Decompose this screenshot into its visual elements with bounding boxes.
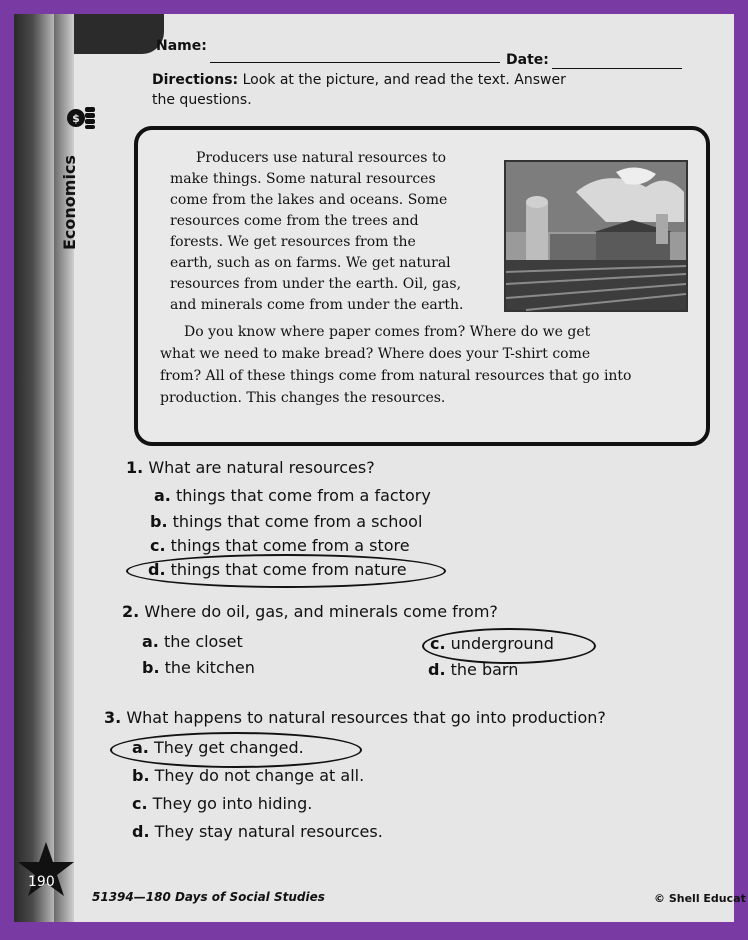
answer-option[interactable]: b. the kitchen xyxy=(142,658,255,677)
passage-line: Producers use natural resources to xyxy=(196,150,446,166)
answer-option[interactable]: c. underground xyxy=(430,634,554,653)
header-tab xyxy=(74,14,164,54)
answer-option[interactable]: c. things that come from a store xyxy=(150,536,410,555)
directions-line-2: the questions. xyxy=(152,92,252,108)
passage-line: come from the lakes and oceans. Some xyxy=(170,192,448,208)
passage-line: make things. Some natural resources xyxy=(170,171,436,187)
answer-option[interactable]: b. They do not change at all. xyxy=(132,766,365,785)
question-3: 3. What happens to natural resources that go into production? xyxy=(104,708,606,727)
passage-line: forests. We get resources from the xyxy=(170,234,416,250)
copyright: © Shell Educat xyxy=(654,892,746,905)
coins-icon xyxy=(66,104,96,130)
answer-option[interactable]: d. the barn xyxy=(428,660,519,679)
passage-line: production. This changes the resources. xyxy=(160,390,446,406)
answer-option[interactable]: a. They get changed. xyxy=(132,738,304,757)
book-code: 51394—180 Days of Social Studies xyxy=(92,890,325,904)
question-2: 2. Where do oil, gas, and minerals come from? xyxy=(122,602,498,621)
page-fold xyxy=(54,14,74,922)
answer-option[interactable]: c. They go into hiding. xyxy=(132,794,313,813)
name-field-line xyxy=(210,62,500,63)
date-field-line xyxy=(552,68,682,69)
passage-line: resources come from the trees and xyxy=(170,213,419,229)
page-number: 190 xyxy=(28,874,55,890)
answer-circle-mark xyxy=(110,732,362,768)
answer-option[interactable]: d. things that come from nature xyxy=(148,560,407,579)
answer-circle-mark xyxy=(422,628,596,664)
answer-option[interactable]: a. the closet xyxy=(142,632,243,651)
question-1: 1. What are natural resources? xyxy=(126,458,375,477)
passage-line: from? All of these things come from natural resources that go into xyxy=(160,368,632,384)
subject-label: Economics xyxy=(60,155,79,250)
farm-photo xyxy=(504,160,688,312)
answer-circle-mark xyxy=(126,554,446,588)
answer-option[interactable]: b. things that come from a school xyxy=(150,512,423,531)
passage-line: what we need to make bread? Where does your T-shirt come xyxy=(160,346,591,362)
directions-line-1: Directions: Look at the picture, and read the text. Answer xyxy=(152,72,566,88)
worksheet-page xyxy=(14,14,746,922)
passage-line: Do you know where paper comes from? Where do we get xyxy=(184,324,591,340)
passage-line: earth, such as on farms. We get natural xyxy=(170,255,451,271)
passage-line: and minerals come from under the earth. xyxy=(170,297,464,313)
date-label: Date: xyxy=(506,52,549,68)
answer-option[interactable]: a. things that come from a factory xyxy=(154,486,431,505)
passage-line: resources from under the earth. Oil, gas, xyxy=(170,276,462,292)
page-number-star-icon xyxy=(16,840,76,900)
svg-text:$: $ xyxy=(72,112,80,125)
name-label: Name: xyxy=(156,38,207,54)
answer-option[interactable]: d. They stay natural resources. xyxy=(132,822,383,841)
